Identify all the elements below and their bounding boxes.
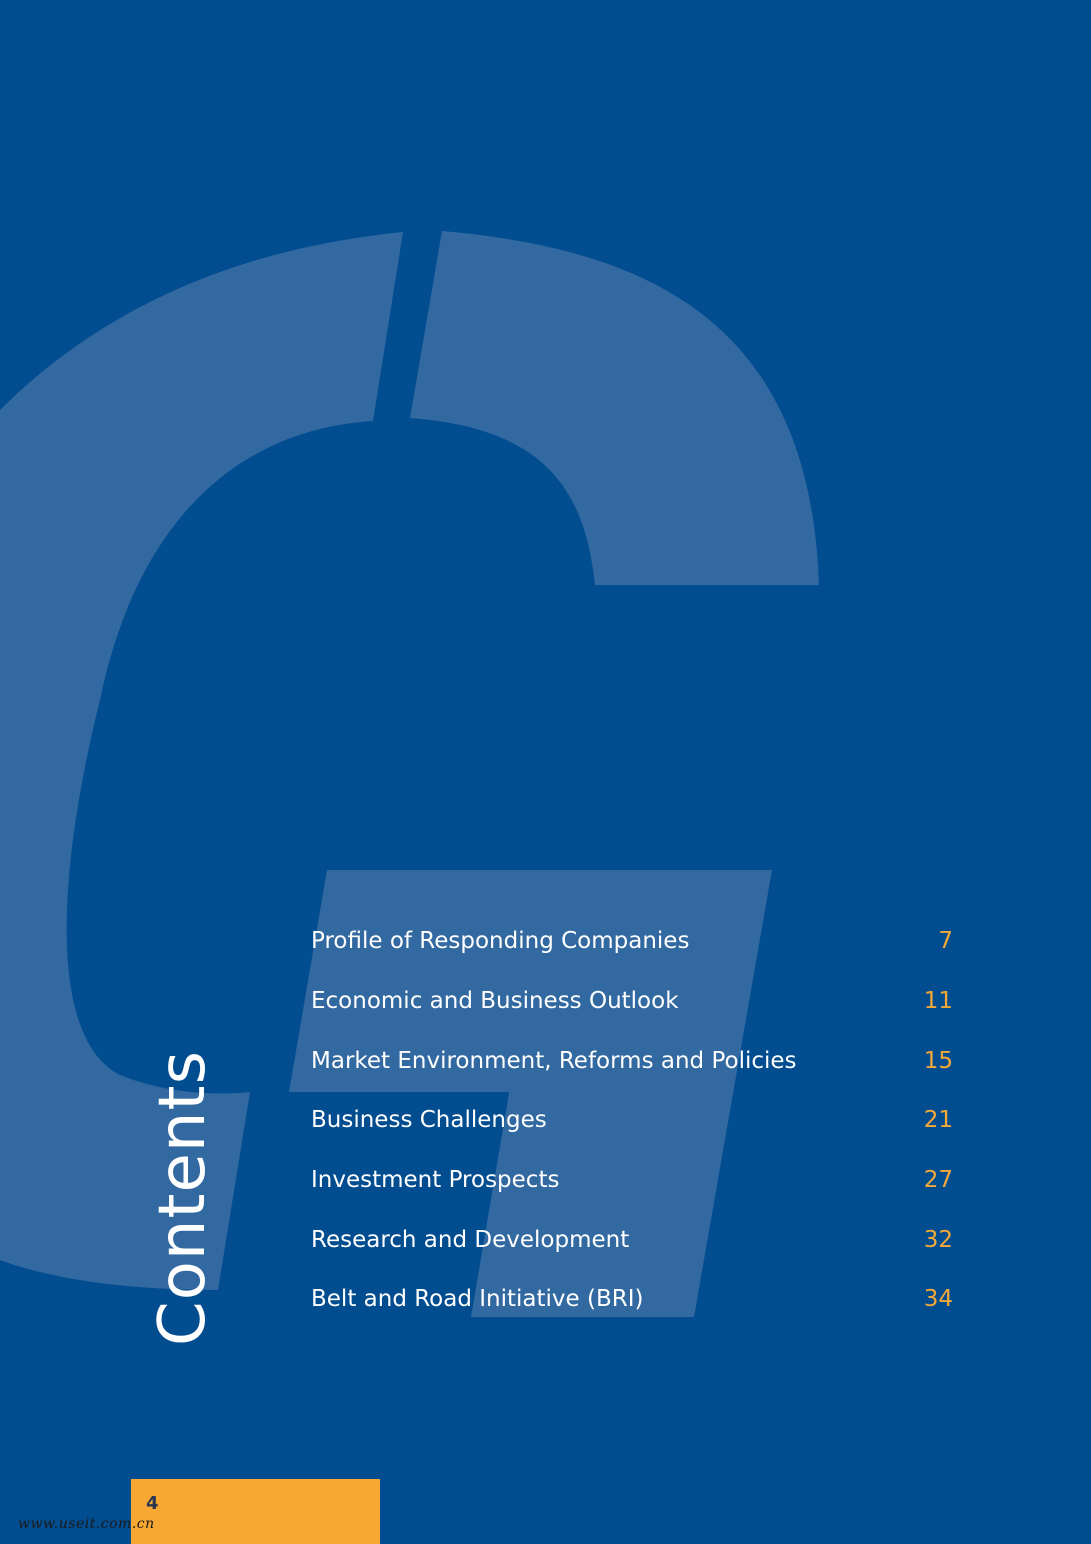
toc-entry-title: Economic and Business Outlook <box>311 988 679 1015</box>
toc-entry-page-number: 11 <box>923 988 953 1015</box>
toc-entry[interactable] <box>311 1270 953 1330</box>
toc-entry[interactable] <box>311 1031 953 1091</box>
toc-entry[interactable] <box>311 1091 953 1151</box>
toc-entry-page-number: 21 <box>923 1107 953 1134</box>
page-number: 4 <box>146 1493 159 1514</box>
toc-entry-page-number: 7 <box>938 928 953 955</box>
contents-heading: Contents <box>146 1050 220 1346</box>
table-of-contents <box>311 912 953 1330</box>
page-number-tab <box>131 1479 380 1544</box>
toc-entry-title: Research and Development <box>311 1226 630 1253</box>
toc-entry-page-number: 32 <box>923 1226 953 1253</box>
toc-entry-page-number: 27 <box>923 1167 953 1194</box>
toc-entry[interactable] <box>311 1210 953 1270</box>
toc-entry-title: Investment Prospects <box>311 1167 560 1194</box>
toc-entry-title: Business Challenges <box>311 1107 547 1134</box>
toc-entry-page-number: 15 <box>923 1047 953 1074</box>
toc-entry-title: Market Environment, Reforms and Policies <box>311 1047 797 1074</box>
toc-entry-page-number: 34 <box>923 1286 953 1313</box>
toc-entry-title: Belt and Road Initiative (BRI) <box>311 1286 644 1313</box>
toc-entry[interactable] <box>311 912 953 972</box>
toc-entry[interactable] <box>311 972 953 1032</box>
c-letter-right-arc <box>410 231 819 585</box>
toc-entry-title: Profile of Responding Companies <box>311 928 690 955</box>
toc-entry[interactable] <box>311 1151 953 1211</box>
watermark-text: www.useit.com.cn <box>18 1516 155 1532</box>
